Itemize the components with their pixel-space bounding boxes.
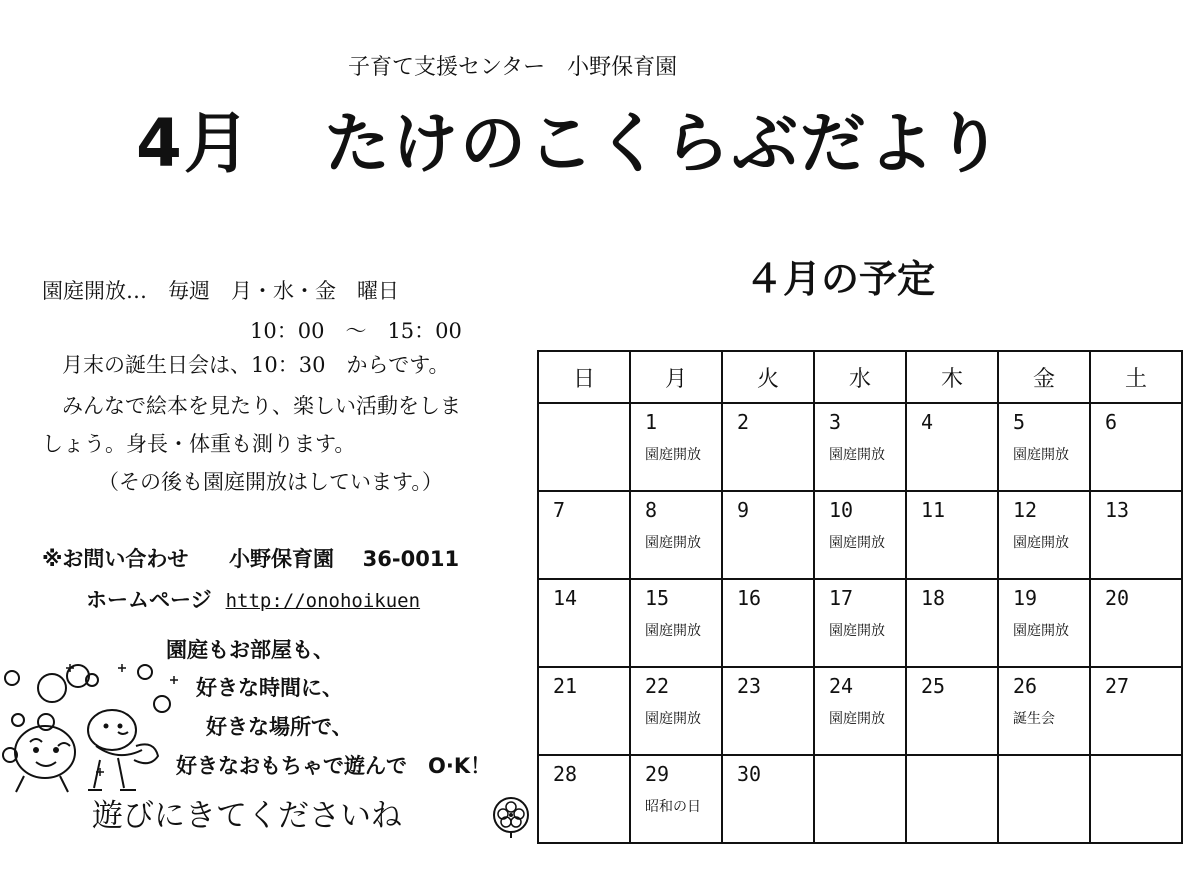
title-name: たけのこくらぶだより <box>323 105 1004 182</box>
day-number: 18 <box>921 586 946 610</box>
day-number: 9 <box>737 498 750 522</box>
calendar-day-cell <box>538 579 630 667</box>
calendar-day-cell <box>906 491 998 579</box>
open-days: 園庭開放… 毎週 月・水・金 曜日 <box>42 279 399 303</box>
day-number: 10 <box>829 498 854 522</box>
calendar-day-cell <box>630 667 722 755</box>
organization-name: 子育て支援センター 小野保育園 <box>348 55 678 80</box>
day-number: 6 <box>1105 410 1118 434</box>
day-number: 30 <box>737 762 762 786</box>
day-number: 3 <box>829 410 842 434</box>
day-event: 園庭開放 <box>829 447 885 463</box>
info-line: みんなで絵本を見たり、楽しい活動をしま <box>62 394 461 418</box>
info-line: （その後も園庭開放はしています。） <box>98 470 443 494</box>
calendar-day-cell <box>722 579 814 667</box>
schedule-title: ４月の予定 <box>745 257 936 301</box>
day-event: 園庭開放 <box>645 447 701 463</box>
weekday-wed: 水 <box>814 351 906 403</box>
day-number: 28 <box>553 762 578 786</box>
calendar-day-cell <box>998 755 1090 843</box>
day-number: 20 <box>1105 586 1130 610</box>
calendar-day-cell <box>998 491 1090 579</box>
weekday-fri: 金 <box>998 351 1090 403</box>
day-number: 27 <box>1105 674 1130 698</box>
day-number: 8 <box>645 498 658 522</box>
day-event: 園庭開放 <box>645 623 701 639</box>
calendar-day-cell <box>630 579 722 667</box>
day-event: 園庭開放 <box>829 623 885 639</box>
children-bubbles-illustration <box>0 650 185 800</box>
day-number: 26 <box>1013 674 1038 698</box>
day-event: 園庭開放 <box>1013 623 1069 639</box>
calendar-day-cell <box>538 667 630 755</box>
day-event: 園庭開放 <box>1013 447 1069 463</box>
message-line: 好きな場所で、 <box>206 715 353 739</box>
calendar-day-cell <box>538 491 630 579</box>
day-event: 園庭開放 <box>645 535 701 551</box>
calendar-week-row <box>538 403 1182 491</box>
homepage <box>86 584 420 614</box>
open-hours: 10：00 ～ 15：00 <box>250 319 462 343</box>
calendar-day-cell <box>722 667 814 755</box>
closing-message: 遊びにきてくださいね <box>92 798 402 834</box>
calendar-day-cell <box>998 403 1090 491</box>
weekday-mon: 月 <box>630 351 722 403</box>
newsletter-title <box>136 90 1004 185</box>
weekday-thu: 木 <box>906 351 998 403</box>
calendar-day-cell <box>630 491 722 579</box>
day-number: 14 <box>553 586 578 610</box>
calendar-week-row <box>538 667 1182 755</box>
inquiry-label: ※お問い合わせ <box>42 547 189 571</box>
homepage-link[interactable]: http://onohoikuen <box>225 590 421 612</box>
day-number: 25 <box>921 674 946 698</box>
day-number: 4 <box>921 410 934 434</box>
day-number: 13 <box>1105 498 1130 522</box>
calendar-week-row <box>538 755 1182 843</box>
day-number: 5 <box>1013 410 1026 434</box>
calendar-day-cell <box>538 403 630 491</box>
calendar-day-cell <box>630 403 722 491</box>
calendar-day-cell <box>906 579 998 667</box>
day-event: 園庭開放 <box>645 711 701 727</box>
day-event: 誕生会 <box>1013 711 1055 727</box>
inquiry-phone: 36-0011 <box>362 547 460 571</box>
day-event: 園庭開放 <box>829 535 885 551</box>
calendar-week-row <box>538 579 1182 667</box>
day-number: 12 <box>1013 498 1038 522</box>
day-number: 29 <box>645 762 670 786</box>
flower-fan-icon <box>489 795 533 839</box>
weekday-header-row <box>538 351 1182 403</box>
inquiry <box>42 543 459 573</box>
calendar-day-cell <box>1090 579 1182 667</box>
info-line: 月末の誕生日会は、10：30 からです。 <box>62 353 450 377</box>
weekday-tue: 火 <box>722 351 814 403</box>
calendar-day-cell <box>906 667 998 755</box>
calendar-day-cell <box>1090 491 1182 579</box>
day-number: 22 <box>645 674 670 698</box>
calendar-day-cell <box>814 491 906 579</box>
calendar-day-cell <box>1090 403 1182 491</box>
calendar-day-cell <box>814 579 906 667</box>
calendar-day-cell <box>814 755 906 843</box>
schedule-calendar <box>537 350 1183 844</box>
day-number: 2 <box>737 410 750 434</box>
day-number: 17 <box>829 586 854 610</box>
day-number: 15 <box>645 586 670 610</box>
inquiry-name: 小野保育園 <box>229 547 335 571</box>
day-event: 園庭開放 <box>829 711 885 727</box>
calendar-day-cell <box>1090 667 1182 755</box>
calendar-day-cell <box>722 755 814 843</box>
day-number: 23 <box>737 674 762 698</box>
calendar-day-cell <box>998 667 1090 755</box>
homepage-label: ホームページ <box>86 588 212 612</box>
calendar-day-cell <box>538 755 630 843</box>
weekday-sun: 日 <box>538 351 630 403</box>
message-line: 好きな時間に、 <box>196 676 343 700</box>
calendar-day-cell <box>1090 755 1182 843</box>
day-number: 19 <box>1013 586 1038 610</box>
day-number: 24 <box>829 674 854 698</box>
calendar-day-cell <box>722 403 814 491</box>
info-line: しょう。身長・体重も測ります。 <box>42 432 356 456</box>
calendar-day-cell <box>906 403 998 491</box>
day-number: 16 <box>737 586 762 610</box>
calendar-day-cell <box>998 579 1090 667</box>
message-line: 好きなおもちゃで遊んで O·K！ <box>176 754 492 778</box>
calendar-day-cell <box>722 491 814 579</box>
day-number: 7 <box>553 498 566 522</box>
calendar-week-row <box>538 491 1182 579</box>
calendar-day-cell <box>630 755 722 843</box>
day-number: 1 <box>645 410 658 434</box>
calendar-day-cell <box>906 755 998 843</box>
calendar-day-cell <box>814 667 906 755</box>
day-event: 園庭開放 <box>1013 535 1069 551</box>
title-month: 4月 <box>136 105 252 182</box>
day-number: 21 <box>553 674 578 698</box>
day-event: 昭和の日 <box>645 799 701 815</box>
calendar-day-cell <box>814 403 906 491</box>
message-line: 園庭もお部屋も、 <box>166 638 334 662</box>
day-number: 11 <box>921 498 946 522</box>
weekday-sat: 土 <box>1090 351 1182 403</box>
